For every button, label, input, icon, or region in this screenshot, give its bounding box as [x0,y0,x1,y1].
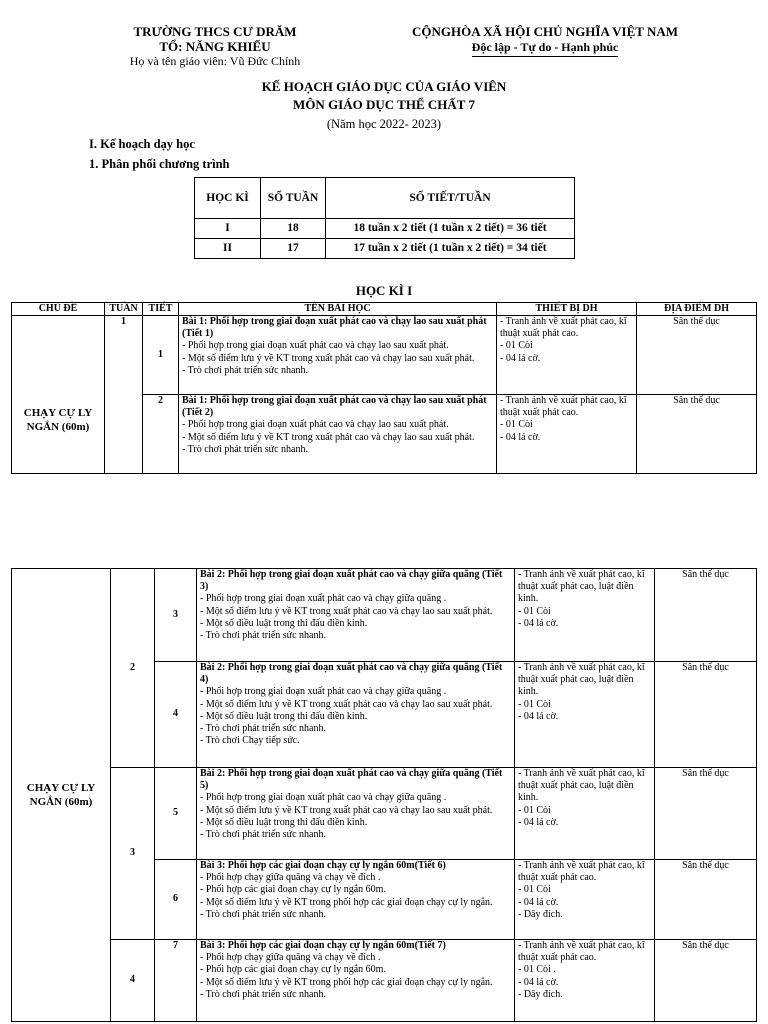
equipment-item: - 04 lá cờ. [518,896,559,908]
equipment-item: - 01 Còi [518,804,551,816]
equipment-item: - 04 lá cờ. [518,617,559,629]
place-cell: Sân thể dục [637,395,757,474]
period-cell: 5 [155,768,197,860]
equipment-cell [515,768,655,860]
lesson-item: - Trò chơi phát triển sức nhanh. [200,908,326,920]
lesson-item: - Phối hợp các giai đoạn chạy cự ly ngắn 60m. [200,964,386,976]
lesson-item: - Một số điều luật trong thi đấu điền kinh. [200,816,368,828]
summary-cell: 17 tuần x 2 tiết (1 tuần x 2 tiết) = 34 tiết [326,239,575,259]
equipment-item: - 04 lá cờ. [518,710,559,722]
lesson-table-part1 [11,302,757,474]
summary-header-cell: HỌC KÌ [195,178,261,219]
lesson-item: - Phối hợp trong giai đoạn xuất phát cao và chạy giữa quãng . [200,686,447,698]
header-lesson: TÊN BÀI HỌC [179,303,497,316]
equipment-item: - Tranh ảnh về xuất phát cao, kĩ thuật xuất phát cao, luật điền kinh. [518,662,645,698]
header-place: ĐỊA ĐIỂM DH [637,303,757,316]
place-cell: Sân thể dục [655,940,757,1022]
place-cell: Sân thể dục [655,569,757,662]
equipment-item: - Tranh ảnh về xuất phát cao, kĩ thuật xuất phát cao. [500,316,627,340]
equipment-item: - Dây đích. [518,908,563,920]
lesson-row [12,316,757,395]
summary-cell: 17 [261,239,326,259]
summary-table [194,177,575,259]
equipment-item: - Tranh ảnh về xuất phát cao, kĩ thuật xuất phát cao, luật điền kinh. [518,569,645,605]
topic-cell: CHẠY CỰ LY NGẮN (60m) [12,316,105,474]
equipment-cell [515,662,655,768]
summary-header-cell: SỐ TUẦN [261,178,326,219]
period-cell: 7 [155,940,197,1022]
equipment-item: - Tranh ảnh về xuất phát cao, kĩ thuật xuất phát cao. [518,940,645,964]
lesson-item: - Một số điểm lưu ý về KT trong xuất phát cao và chạy lao sau xuất phát. [200,605,493,617]
teacher-name: Họ và tên giáo viên: Vũ Đức Chính [129,54,301,68]
lesson-item: - Phối hợp trong giai đoạn xuất phát cao và chạy giữa quãng . [200,792,447,804]
lesson-cell [197,569,515,662]
period-cell: 6 [155,860,197,940]
lesson-title: Bài 2: Phối hợp trong giai đoạn xuất phát cao và chạy giữa quãng (Tiết 3) [200,569,503,593]
equipment-cell [515,569,655,662]
equipment-item: - 04 lá cờ. [500,431,541,443]
lesson-item: - Một số điểm lưu ý về KT trong phối hợp các giai đoạn chạy cự ly ngắn. [200,896,493,908]
semester-title: HỌC KÌ I [355,283,413,298]
equipment-item: - 04 lá cờ. [518,816,559,828]
place-cell: Sân thể dục [655,662,757,768]
lesson-item: - Một số điều luật trong thi đấu điền kinh. [200,710,368,722]
lesson-item: - Trò chơi phát triển sức nhanh. [182,364,308,376]
lesson-title: Bài 3: Phối hợp các giai đoạn chạy cự ly ngắn 60m(Tiết 7) [200,940,446,951]
lesson-item: - Phối hợp trong giai đoạn xuất phát cao và chạy lao sau xuất phát. [182,340,449,352]
lesson-row [12,768,757,860]
place-cell: Sân thể dục [655,768,757,860]
equipment-item: - Tranh ảnh về xuất phát cao, kĩ thuật xuất phát cao. [518,860,645,884]
lesson-item: - Trò chơi phát triển sức nhanh. [200,988,326,1000]
lesson-cell [197,662,515,768]
lesson-title: Bài 1: Phối hợp trong giai đoạn xuất phát cao và chạy lao sau xuất phát (Tiết 2) [182,395,487,419]
place-cell: Sân thể dục [655,860,757,940]
lesson-item: - Một số điều luật trong thi đấu điền kinh. [200,617,368,629]
lesson-cell [197,860,515,940]
week-cell: 2 [111,569,155,768]
lesson-cell [197,940,515,1022]
topic-cell: CHẠY CỰ LY NGẮN (60m) [12,569,111,1022]
summary-row [195,219,575,239]
nation-motto: Độc lập - Tự do - Hạnh phúc [472,40,619,57]
equipment-item: - 04 lá cờ. [518,976,559,988]
period-cell: 1 [143,316,179,395]
lesson-item: - Trò chơi phát triển sức nhanh. [182,443,308,455]
header-equipment: THIẾT BỊ DH [497,303,637,316]
summary-cell: 18 tuần x 2 tiết (1 tuần x 2 tiết) = 36 tiết [326,219,575,239]
period-cell: 2 [143,395,179,474]
lesson-item: - Phối hợp trong giai đoạn xuất phát cao và chạy giữa quãng . [200,593,447,605]
summary-cell: I [195,219,261,239]
lesson-item: - Trò chơi phát triển sức nhanh. [200,829,326,841]
summary-row [195,239,575,259]
equipment-item: - Tranh ảnh về xuất phát cao, kĩ thuật xuất phát cao. [500,395,627,419]
lesson-title: Bài 2: Phối hợp trong giai đoạn xuất phát cao và chạy giữa quãng (Tiết 4) [200,662,503,686]
summary-header-cell: SỐ TIẾT/TUẦN [326,178,575,219]
equipment-item: - Tranh ảnh về xuất phát cao, kĩ thuật xuất phát cao, luật điền kinh. [518,768,645,804]
lesson-item: - Trò chơi phát triển sức nhanh. [200,630,326,642]
lesson-item: - Phối hợp các giai đoạn chạy cự ly ngắn 60m. [200,884,386,896]
equipment-item: - 01 Còi [500,340,533,352]
equipment-cell [497,395,637,474]
lesson-table-header [12,303,757,316]
lesson-row [12,940,757,1022]
header-topic: CHỦ ĐỀ [12,303,105,316]
group-name: TỔ: NĂNG KHIẾU [159,39,271,54]
school-year: (Năm học 2022- 2023) [326,117,442,131]
equipment-item: - 01 Còi [518,605,551,617]
period-cell: 4 [155,662,197,768]
lesson-item: - Phối hợp chạy giữa quãng và chạy về đích . [200,872,381,884]
place-cell: Sân thể dục [637,316,757,395]
lesson-item: - Một số điểm lưu ý về KT trong xuất phát cao và chạy lao sau xuất phát. [200,804,493,816]
lesson-title: Bài 1: Phối hợp trong giai đoạn xuất phát cao và chạy lao sau xuất phát (Tiết 1) [182,316,487,340]
header-week: TUẦN [105,303,143,316]
lesson-item: - Một số điểm lưu ý về KT trong xuất phát cao và chạy lao sau xuất phát. [182,431,475,443]
lesson-item: - Trò chơi Chạy tiếp sức. [200,735,300,747]
lesson-item: - Một số điểm lưu ý về KT trong xuất phát cao và chạy lao sau xuất phát. [200,698,493,710]
lesson-title: Bài 2: Phối hợp trong giai đoạn xuất phát cao và chạy giữa quãng (Tiết 5) [200,768,503,792]
summary-cell: II [195,239,261,259]
nation-header [400,24,690,57]
lesson-item: - Một số điểm lưu ý về KT trong xuất phát cao và chạy lao sau xuất phát. [182,352,475,364]
equipment-cell [515,940,655,1022]
school-name: TRƯỜNG THCS CƯ DRĂM [133,24,297,39]
week-cell: 3 [111,768,155,940]
summary-cell: 18 [261,219,326,239]
lesson-cell [197,768,515,860]
lesson-item: - Phối hợp trong giai đoạn xuất phát cao và chạy lao sau xuất phát. [182,419,449,431]
equipment-item: - 01 Còi . [518,964,556,976]
lesson-item: - Một số điểm lưu ý về KT trong phối hợp các giai đoạn chạy cự ly ngắn. [200,976,493,988]
equipment-item: - 01 Còi [518,698,551,710]
equipment-item: - Dây đích. [518,988,563,1000]
header-period: TIẾT [143,303,179,316]
plan-title: KẾ HOẠCH GIÁO DỤC CỦA GIÁO VIÊN [261,79,507,94]
week-cell: 1 [105,316,143,474]
lesson-title: Bài 3: Phối hợp các giai đoạn chạy cự ly ngắn 60m(Tiết 6) [200,860,446,871]
section-heading: I. Kế hoạch dạy học [89,137,195,151]
lesson-cell [179,316,497,395]
equipment-cell [515,860,655,940]
lesson-item: - Trò chơi phát triển sức nhanh. [200,723,326,735]
lesson-cell [179,395,497,474]
subsection-heading: 1. Phân phối chương trình [89,157,230,171]
nation-title: CỘNGHÒA XÃ HỘI CHỦ NGHĨA VIỆT NAM [411,24,679,39]
equipment-item: - 04 lá cờ. [500,352,541,364]
equipment-cell [497,316,637,395]
subject-title: MÔN GIÁO DỤC THỂ CHẤT 7 [293,97,475,112]
lesson-row [12,569,757,662]
period-cell: 3 [155,569,197,662]
summary-header-row [195,178,575,219]
week-cell: 4 [111,940,155,1022]
equipment-item: - 01 Còi [500,419,533,431]
lesson-item: - Phối hợp chạy giữa quãng và chạy về đích . [200,952,381,964]
lesson-table-part2 [11,568,757,1022]
equipment-item: - 01 Còi [518,884,551,896]
school-header [100,24,330,69]
